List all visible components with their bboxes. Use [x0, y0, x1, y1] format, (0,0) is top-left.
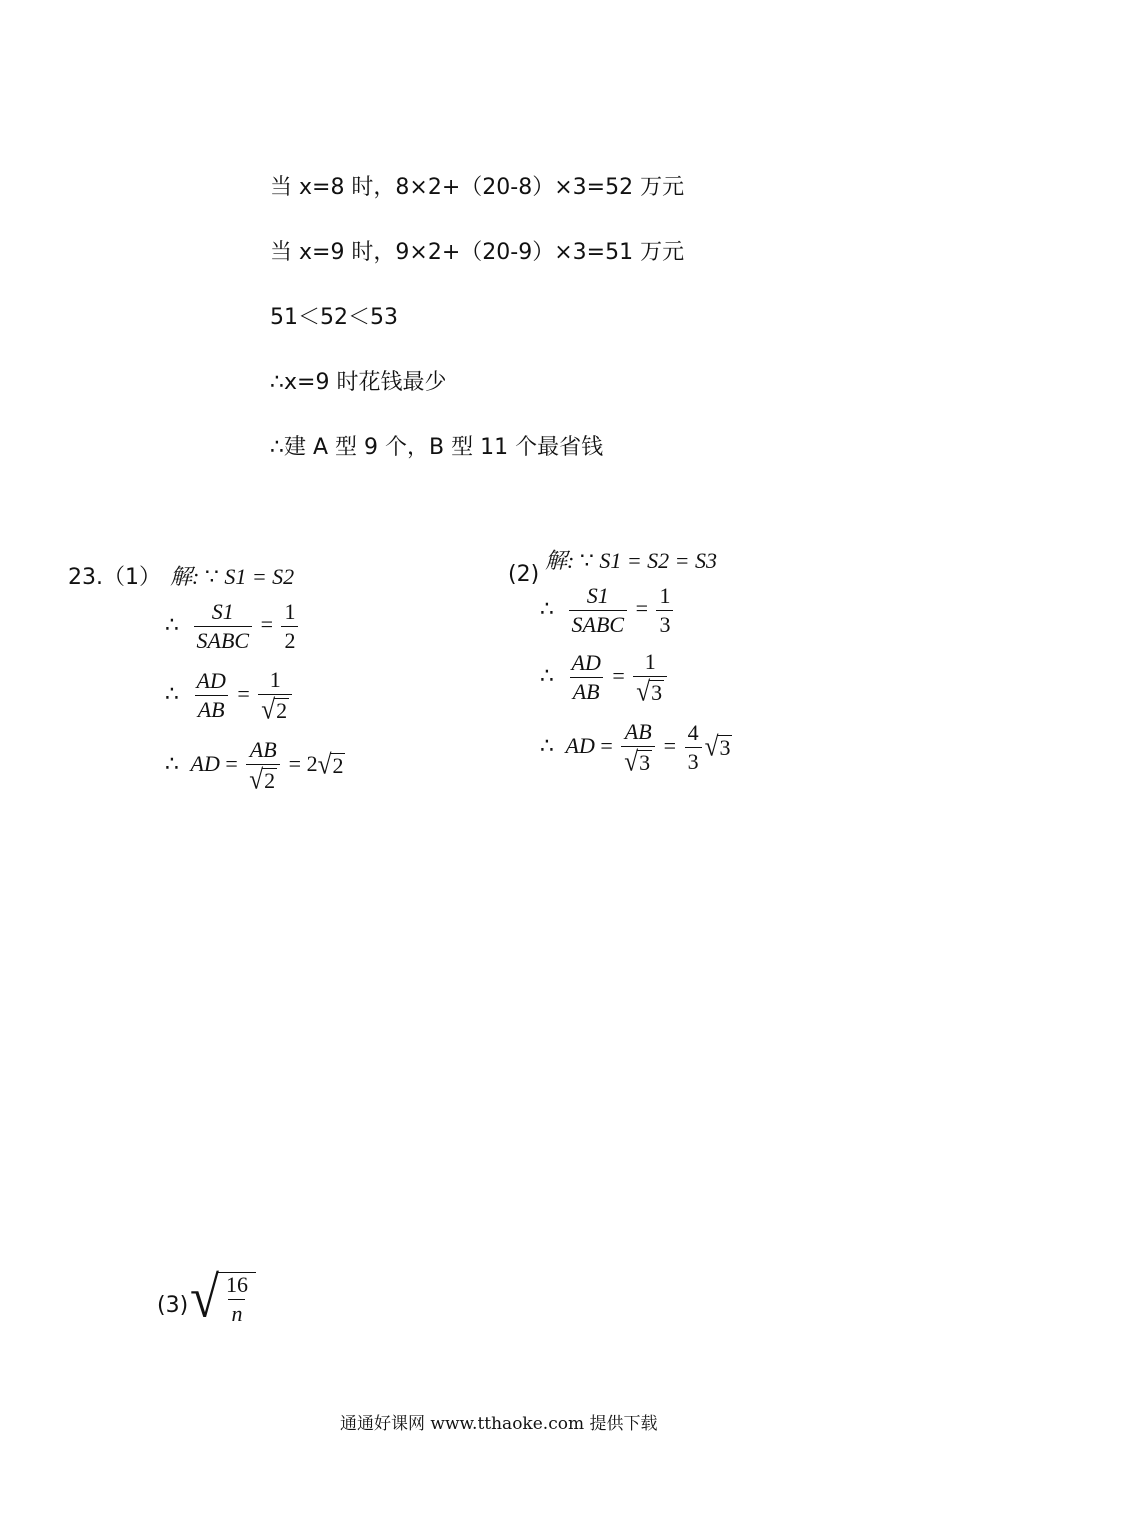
- part1-label: （1）: [103, 565, 161, 590]
- radicand: 3: [639, 750, 651, 776]
- question-number: [68, 560, 161, 591]
- numerator: AD: [571, 650, 601, 676]
- part1-step2: ∴ $\frac{AD}{AB}$ = 1 √ 2: [165, 668, 295, 724]
- therefore-symbol: ∴: [165, 681, 179, 707]
- part2-given-eq: S1 = S2 = S3: [599, 548, 718, 573]
- numerator: S1: [211, 599, 234, 624]
- sqrt: √ 2: [249, 765, 276, 796]
- part1-given: [170, 560, 294, 591]
- denominator: [621, 746, 655, 776]
- radicand: 2: [264, 768, 276, 794]
- part3-answer: [190, 1265, 256, 1330]
- radicand: [218, 1272, 256, 1326]
- radicand: 2: [276, 698, 288, 724]
- numerator: 16: [225, 1272, 248, 1297]
- solution-line-3: 51＜52＜53: [270, 305, 398, 330]
- part2-step2: ∴ $\frac{AD}{AB}$ = 1 √ 3: [540, 650, 670, 706]
- because-symbol: ∵: [204, 564, 219, 589]
- therefore-symbol: ∴: [165, 612, 179, 638]
- fraction: [223, 1273, 251, 1326]
- fraction: [656, 584, 673, 637]
- part2-jie: 解:: [545, 548, 575, 573]
- part2-step3: ∴ AD = AB √ 3 = $\frac{4}{3}$ √ 3: [540, 719, 731, 778]
- part2-label: (2): [508, 562, 540, 587]
- sqrt: √ 3: [624, 747, 651, 778]
- denominator: AB: [570, 677, 603, 704]
- radicand: 3: [651, 680, 663, 706]
- numerator: S1: [586, 583, 609, 608]
- part1-step3: ∴ AD = AB √ 2 = 2 √ 2: [165, 737, 344, 796]
- denominator: SABC: [194, 626, 253, 653]
- therefore-symbol: ∴: [540, 663, 554, 689]
- sqrt: √ 3: [636, 677, 663, 708]
- denominator: n: [228, 1299, 245, 1326]
- numerator: AD: [196, 668, 226, 694]
- denominator: [246, 764, 280, 794]
- footer-credit: 通通好课网 www.tthaoke.com 提供下载: [340, 1414, 658, 1434]
- therefore-symbol: ∴: [540, 733, 554, 759]
- denominator: [633, 676, 667, 706]
- part1-step1: ∴ $\frac{S1}{\text{SABC}}$ = $\frac{1}{2}$: [165, 600, 301, 653]
- fraction: [569, 584, 628, 637]
- part1-given-eq: S1 = S2: [224, 564, 295, 589]
- ad-lhs: AD: [565, 732, 595, 758]
- sqrt: √ 2: [317, 749, 344, 781]
- numerator: 1: [644, 649, 656, 674]
- fraction: [685, 721, 702, 774]
- numerator: AB: [249, 737, 277, 762]
- fraction: [258, 668, 292, 724]
- radicand: 3: [719, 735, 731, 761]
- sqrt: √ $\frac{16}{n}$: [190, 1272, 256, 1326]
- denominator: 2: [281, 626, 298, 653]
- solution-line-1: 当 x=8 时，8×2+（20-8）×3=52 万元: [270, 175, 685, 200]
- fraction: [633, 650, 667, 706]
- question-number-text: 23.: [68, 565, 103, 590]
- fraction: [569, 651, 604, 704]
- sqrt: √ 3: [704, 731, 731, 763]
- numerator: AB: [624, 719, 652, 744]
- fraction: [194, 669, 229, 722]
- numerator: 4: [687, 720, 699, 746]
- denominator: 3: [656, 610, 673, 637]
- denominator: SABC: [569, 610, 628, 637]
- denominator: [258, 694, 292, 724]
- numerator: 1: [284, 599, 296, 624]
- solution-line-5: ∴建 A 型 9 个，B 型 11 个最省钱: [270, 435, 604, 460]
- fraction: [281, 600, 298, 653]
- part2-step1: ∴ $\frac{S1}{\text{SABC}}$ = $\frac{1}{3}$: [540, 584, 676, 637]
- part1-jie: 解:: [170, 564, 200, 589]
- solution-line-2: 当 x=9 时，9×2+（20-9）×3=51 万元: [270, 240, 685, 265]
- fraction: [621, 720, 655, 776]
- denominator: 3: [685, 747, 702, 774]
- denominator: AB: [195, 695, 228, 722]
- fraction: [246, 738, 280, 794]
- numerator: 1: [269, 667, 281, 692]
- sqrt: √ 2: [261, 695, 288, 726]
- therefore-symbol: ∴: [165, 751, 179, 777]
- ad-lhs: AD: [190, 750, 220, 776]
- fraction: [194, 600, 253, 653]
- solution-line-4: ∴x=9 时花钱最少: [270, 370, 447, 395]
- part3-label: (3): [157, 1293, 189, 1318]
- part2-given: [545, 544, 717, 575]
- because-symbol: ∵: [579, 548, 594, 573]
- coefficient: 2: [306, 750, 318, 776]
- radicand: 2: [332, 753, 344, 779]
- therefore-symbol: ∴: [540, 596, 554, 622]
- numerator: 1: [659, 583, 671, 608]
